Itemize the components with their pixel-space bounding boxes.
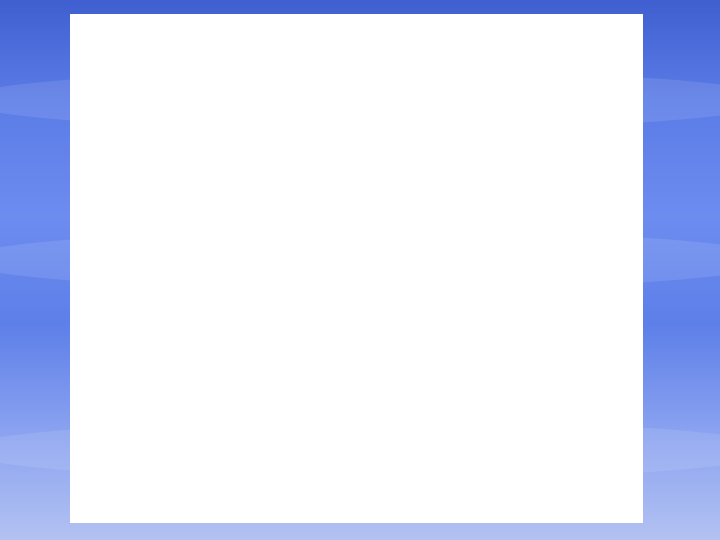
- document-page: [70, 14, 643, 523]
